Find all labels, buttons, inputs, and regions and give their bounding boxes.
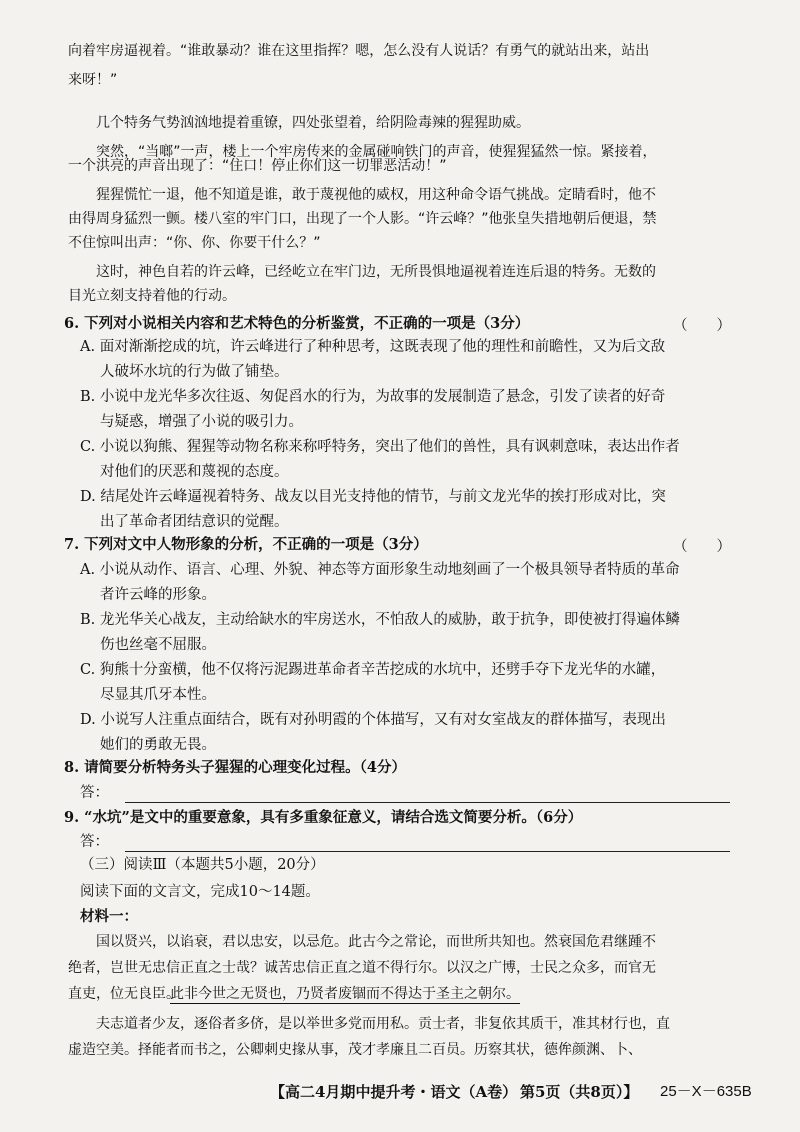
- classical-text-line: 绝者，岂世无忠信正直之士哉？诚苦忠信正直之道不得行尔。以汉之广博，士民之众多，而官无: [68, 960, 656, 976]
- option-c-cont: 对他们的厌恶和蔑视的态度。: [100, 464, 289, 480]
- classical-text-line: 国以贤兴，以谄衰，君以忠安，以忌危。此古今之常论，而世所共知也。然衰国危君继踵不: [68, 934, 656, 950]
- option-d: D. 小说写人注重点面结合，既有对孙明霞的个体描写，又有对女室战友的群体描写，表现出: [80, 712, 666, 728]
- option-d-cont: 出了革命者团结意识的觉醒。: [100, 514, 289, 530]
- option-d-cont: 她们的勇敢无畏。: [100, 737, 216, 753]
- story-line: 向着牢房逼视着。“谁敢暴动？谁在这里指挥？嗯，怎么没有人说话？有勇气的就站出来，站出: [68, 43, 650, 59]
- question-stem: 7. 下列对文中人物形象的分析，不正确的一项是（3分）: [64, 536, 428, 553]
- answer-line[interactable]: [125, 802, 730, 803]
- underlined-sentence: 此非今世之无贤也，乃贤者废锢而不得达于圣主之朝尔。: [170, 986, 520, 1002]
- classical-text-line: 虚造空美。择能者而书之，公卿刺史掾从事，茂才孝廉且二百员。历察其状，德侔颜渊、卜、: [68, 1042, 642, 1058]
- question-stem: 6. 下列对小说相关内容和艺术特色的分析鉴赏，不正确的一项是（3分）: [64, 315, 530, 332]
- option-c: C. 小说以狗熊、猩猩等动物名称来称呼特务，突出了他们的兽性，具有讽刺意味，表达出作者: [80, 439, 680, 455]
- option-b-cont: 与疑惑，增强了小说的吸引力。: [100, 414, 303, 430]
- story-line: 不住惊叫出声：“你、你、你要干什么？”: [68, 235, 321, 251]
- option-b: B. 龙光华关心战友，主动给缺水的牢房送水，不怕敌人的威胁，敢于抗争，即使被打得遍体鳞: [80, 612, 680, 628]
- story-line: 来呀！”: [68, 72, 118, 88]
- answer-parentheses: （ ）: [673, 318, 731, 334]
- classical-text-line: 夫志道者少友，逐俗者多侪，是以举世多党而用私。贡士者，非复依其质干，准其材行也，直: [68, 1016, 670, 1032]
- option-a-cont: 者许云峰的形象。: [100, 587, 216, 603]
- story-line: 由得周身猛烈一颤。楼八室的牢门口，出现了一个人影。“许云峰？”他张皇失措地朝后便退，禁: [68, 211, 657, 227]
- option-a-cont: 人破坏水坑的行为做了铺垫。: [100, 364, 289, 380]
- answer-line[interactable]: [125, 851, 730, 852]
- exam-title: 【高二4月期中提升考・语文（A卷）: [270, 1083, 518, 1101]
- story-line: 目光立刻支持着他的行动。: [68, 288, 236, 304]
- option-c: C. 狗熊十分蛮横，他不仅将污泥踢进革命者辛苦挖成的水坑中，还劈手夺下龙光华的水罐，: [80, 662, 666, 678]
- option-b-cont: 伤也丝毫不屈服。: [100, 637, 216, 653]
- story-line: 几个特务气势汹汹地提着重镣，四处张望着，给阴险毒辣的猩猩助威。: [68, 115, 530, 131]
- option-a: A. 小说从动作、语言、心理、外貌、神态等方面形象生动地刻画了一个极具领导者特质的革命: [80, 562, 680, 578]
- section-heading: （三）阅读Ⅲ（本题共5小题，20分）: [80, 857, 325, 873]
- story-line: 猩猩慌忙一退，他不知道是谁，敢于蔑视他的威权，用这种命令语气挑战。定睛看时，他不: [68, 187, 656, 203]
- material-label: 材料一：: [80, 908, 138, 925]
- story-line: 一个洪亮的声音出现了：“住口！停止你们这一切罪恶活动！”: [68, 158, 447, 174]
- exam-code: 25－X－635B: [660, 1083, 752, 1100]
- classical-text-line-underlined: [170, 984, 520, 1004]
- option-b: B. 小说中龙光华多次往返、匆促舀水的行为，为故事的发展制造了悬念，引发了读者的好奇: [80, 389, 666, 405]
- question-stem: 9. “水坑”是文中的重要意象，具有多重象征意义，请结合选文简要分析。（6分）: [64, 809, 583, 826]
- option-a: A. 面对渐渐挖成的坑，许云峰进行了种种思考，这既表现了他的理性和前瞻性，又为后文敌: [80, 339, 666, 355]
- option-c-cont: 尽显其爪牙本性。: [100, 687, 216, 703]
- classical-text-line: 直吏，位无良臣。: [68, 986, 180, 1002]
- answer-label: 答：: [80, 785, 109, 801]
- story-line: 突然，“当啷”一声，楼上一个牢房传来的金属碰响铁门的声音，使猩猩猛然一惊。紧接着，: [68, 144, 657, 160]
- answer-parentheses: （ ）: [673, 539, 731, 555]
- answer-label: 答：: [80, 834, 109, 850]
- question-stem: 8. 请简要分析特务头子猩猩的心理变化过程。（4分）: [64, 759, 407, 776]
- page-number: 第5页（共8页）】: [520, 1083, 639, 1101]
- story-line: 这时，神色自若的许云峰，已经屹立在牢门边，无所畏惧地逼视着连连后退的特务。无数的: [68, 264, 656, 280]
- section-instruction: 阅读下面的文言文，完成10～14题。: [80, 884, 320, 900]
- option-d: D. 结尾处许云峰逼视着特务、战友以目光支持他的情节，与前文龙光华的挨打形成对比，突: [80, 489, 666, 505]
